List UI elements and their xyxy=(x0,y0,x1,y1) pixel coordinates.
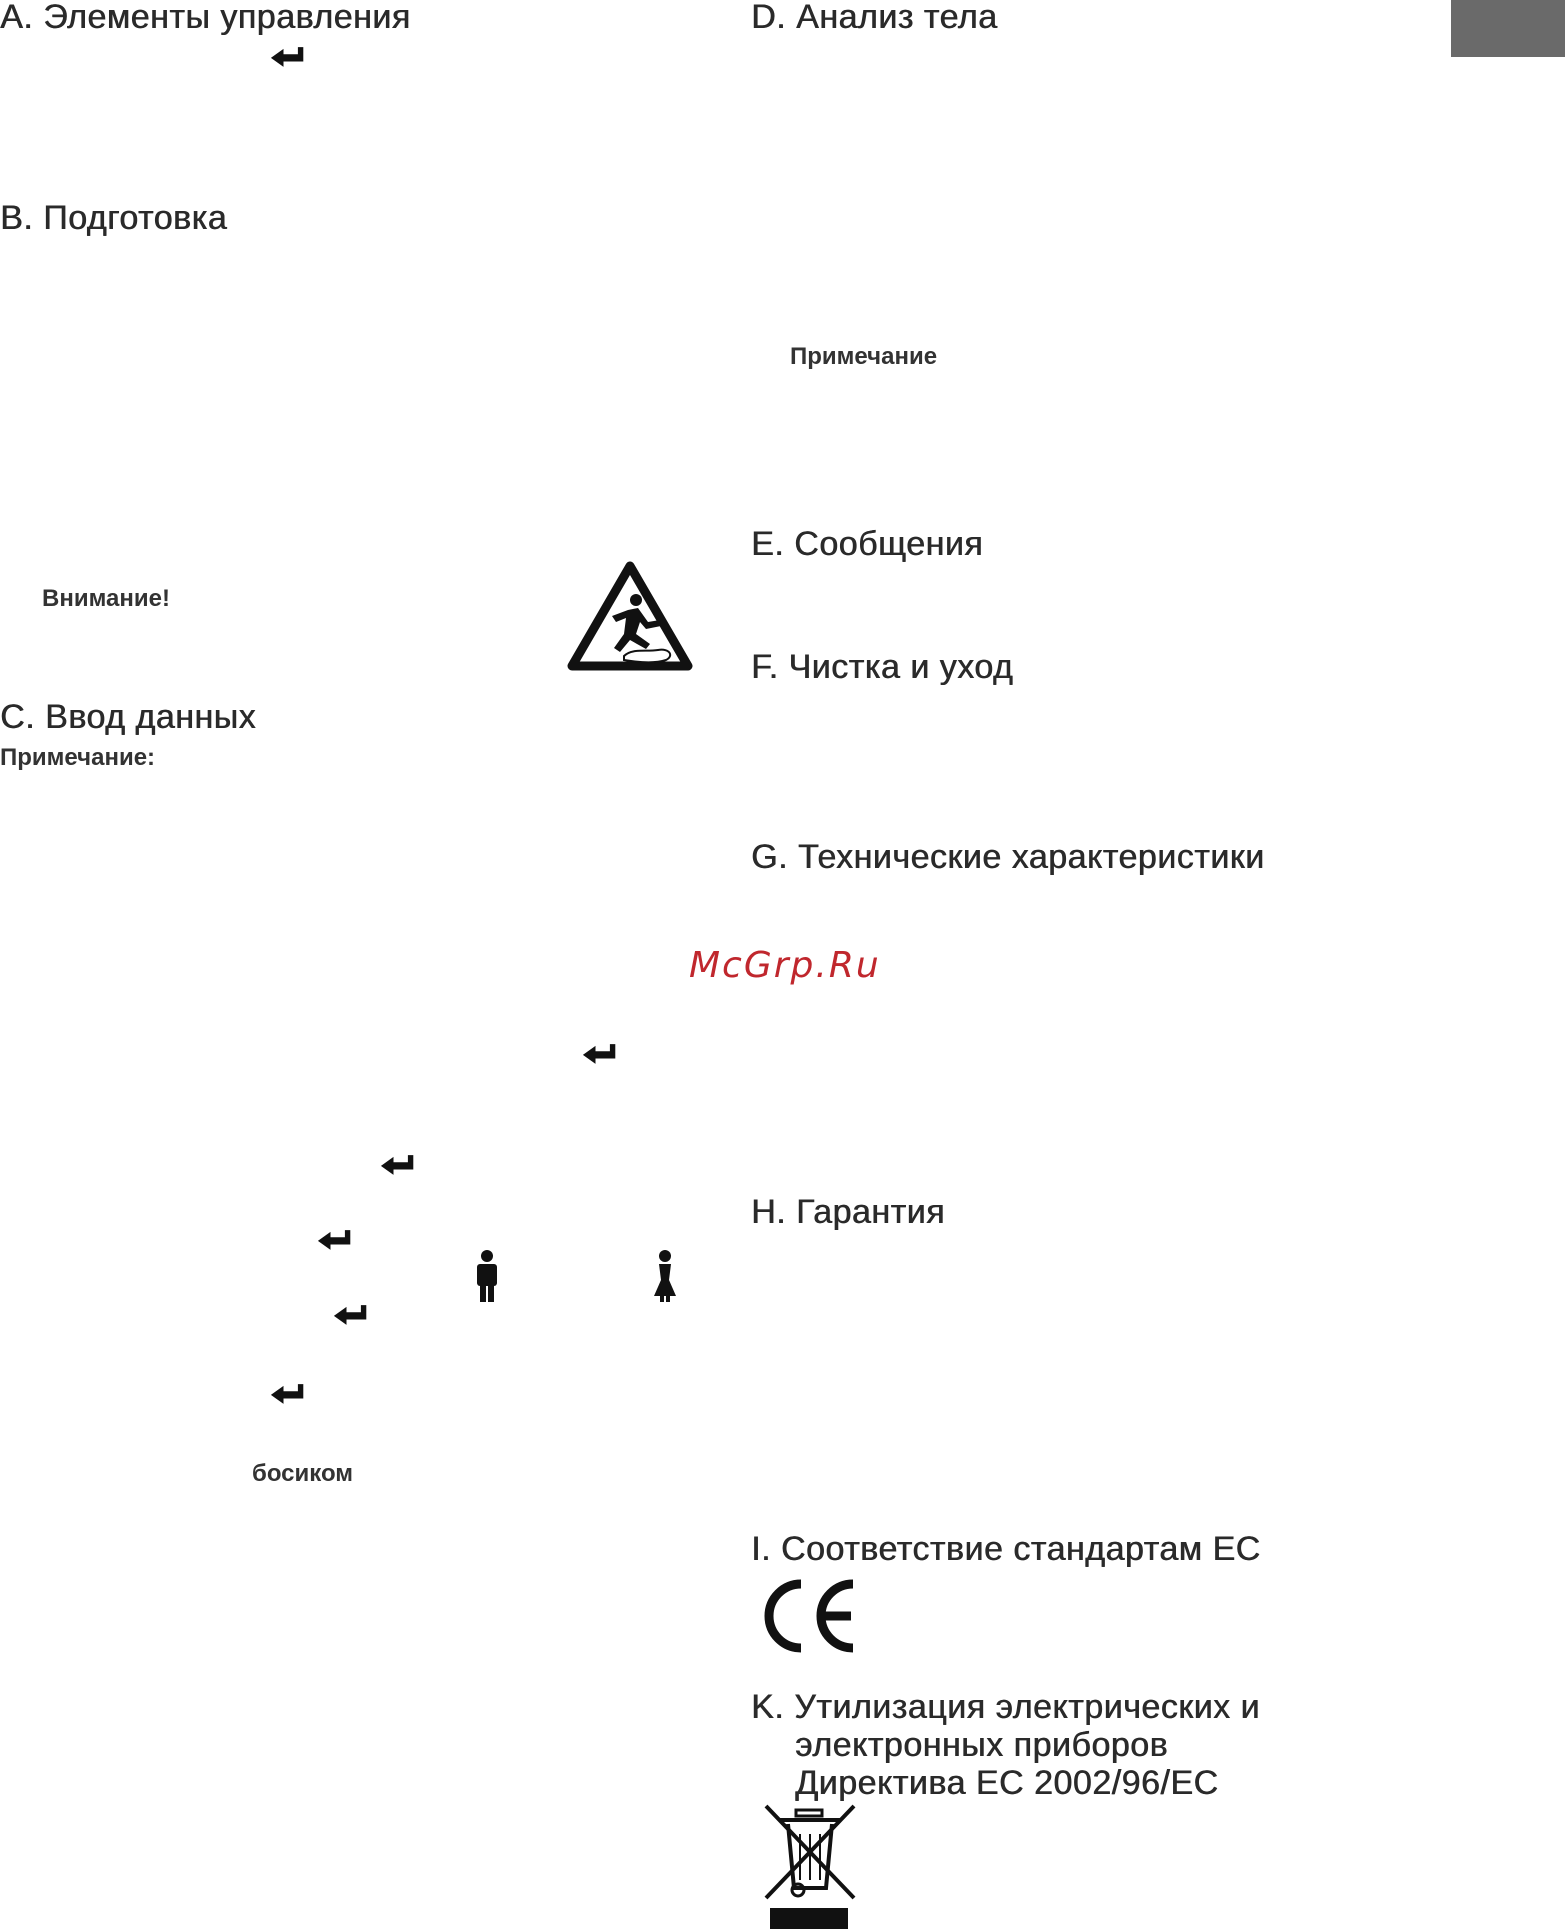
section-k-line-1: K. Утилизация электрических и xyxy=(751,1688,1260,1726)
warning-label: Внимание! xyxy=(42,585,170,612)
section-i-heading: I. Соответствие стандартам ЕС xyxy=(751,1530,1261,1568)
section-k-line-2: электронных приборов xyxy=(795,1726,1169,1764)
enter-arrow-icon xyxy=(270,1382,306,1406)
section-e-heading: E. Сообщения xyxy=(751,525,984,563)
section-h-heading: H. Гарантия xyxy=(751,1193,945,1231)
enter-arrow-icon xyxy=(582,1042,618,1066)
section-g-heading: G. Технические характеристики xyxy=(751,838,1265,876)
enter-arrow-icon xyxy=(317,1228,353,1252)
page-tab-marker xyxy=(1451,0,1565,57)
note-label: Примечание xyxy=(790,343,938,370)
section-k-line-3: Директива ЕС 2002/96/ЕС xyxy=(795,1764,1219,1802)
enter-arrow-icon xyxy=(380,1153,416,1177)
enter-arrow-icon xyxy=(270,45,306,69)
slip-warning-icon xyxy=(566,560,694,674)
section-d-heading: D. Анализ тела xyxy=(751,0,998,36)
note-label: Примечание: xyxy=(0,744,156,771)
crossed-out-bin-icon xyxy=(760,1802,860,1902)
section-c-heading: C. Ввод данных xyxy=(0,698,256,736)
watermark-text: McGrp.Ru xyxy=(689,945,881,986)
section-a-heading: A. Элементы управления xyxy=(0,0,411,36)
section-f-heading: F. Чистка и уход xyxy=(751,648,1014,686)
weee-bar xyxy=(770,1908,848,1929)
ce-mark-icon xyxy=(757,1578,859,1654)
barefoot-note: босиком xyxy=(252,1460,354,1487)
section-b-heading: B. Подготовка xyxy=(0,199,228,237)
enter-arrow-icon xyxy=(333,1303,369,1327)
female-figure-icon xyxy=(653,1250,677,1302)
section-k-heading xyxy=(751,1688,1260,1802)
male-figure-icon xyxy=(475,1250,499,1302)
